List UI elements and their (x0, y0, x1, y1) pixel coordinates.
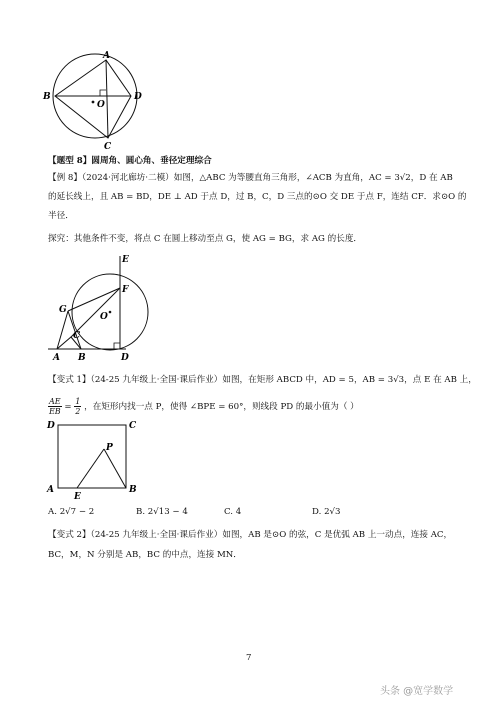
example-8-line-3: 半径． (48, 211, 74, 221)
section-heading (48, 155, 212, 167)
variant-2-line-2: BC，M，N 分别是 AB，BC 的中点，连接 MN． (48, 550, 242, 560)
label-b: B (129, 485, 137, 495)
segment-gb (68, 311, 81, 349)
right-angle-mark-d (114, 343, 120, 349)
option-a-text: 2√7 − 2 (59, 507, 95, 517)
label-c: C (73, 331, 81, 341)
label-c: C (129, 421, 137, 431)
fraction-denominator: EB (48, 407, 61, 416)
center-dot (109, 311, 112, 314)
label-c: C (104, 142, 112, 150)
figure-3-rectangle (44, 418, 144, 500)
label-p: P (106, 443, 113, 453)
example-8-line-1: 【例 8】（2024·河北廊坊·二模）如图，△ABC 为等腰直角三角形，∠ACB 为直角，AC = 3√2，D 在 AB (48, 173, 453, 183)
label-f: F (122, 285, 129, 295)
segment-gf (68, 288, 120, 311)
label-a: A (47, 485, 54, 495)
figure-2-circle-triangle (44, 252, 154, 364)
segment-cf (71, 288, 120, 337)
label-a: A (103, 51, 110, 61)
fraction-value-denominator: 2 (75, 407, 81, 416)
variant-1-line-2 (48, 397, 359, 416)
label-a: A (53, 353, 60, 363)
right-angle-mark (100, 90, 106, 96)
heading-bracket: 【题型 8】 (48, 156, 92, 166)
fraction-one-half (74, 397, 81, 416)
variant-1-line-1: 【变式 1】（24-25 九年级上·全国·课后作业）如图，在矩形 ABCD 中，AD = 5，AB = 3√3，点 E 在 AB 上， (48, 375, 477, 385)
option-b-text: 2√13 − 4 (147, 507, 188, 517)
heading-title: 圆周角、圆心角、垂径定理综合 (91, 156, 212, 166)
fraction-equals: = (64, 402, 75, 412)
option-d-text: 2√3 (324, 507, 341, 517)
option-a (48, 506, 94, 518)
label-b: B (43, 92, 51, 102)
watermark: 头条 @宽学数学 (380, 686, 454, 697)
option-c (224, 506, 241, 518)
segment-ag (57, 311, 68, 349)
label-d: D (134, 92, 142, 102)
fraction-value-numerator: 1 (75, 397, 81, 406)
example-8-explore: 探究：其他条件不变，将点 C 在圆上移动至点 G，使 AG = BG，求 AG 的长度． (48, 234, 363, 244)
segment-ac (106, 60, 108, 138)
variant-2-line-1: 【变式 2】（24-25 九年级上·全国·课后作业）如图，AB 是⊙O 的弦，C 是优弧 AB 上一动点，连接 AC， (48, 530, 453, 540)
label-d: D (121, 353, 129, 363)
option-b-key: B. (136, 507, 146, 517)
option-a-key: A. (48, 507, 57, 517)
segment-pb (104, 449, 126, 488)
option-d (312, 506, 340, 518)
center-dot (92, 101, 95, 104)
label-b: B (78, 353, 86, 363)
option-d-key: D. (312, 507, 322, 517)
figure-1-circle-quadrilateral (40, 50, 150, 150)
label-e: E (74, 492, 81, 500)
page-number: 7 (246, 653, 252, 663)
option-c-key: C. (224, 507, 234, 517)
option-c-text: 4 (235, 507, 242, 517)
option-b (136, 506, 188, 518)
variant-1-line-2-rest: ，在矩形内找一点 P，使得 ∠BPE = 60°，则线段 PD 的最小值为（ ） (84, 402, 359, 412)
segment-ep (77, 449, 104, 488)
label-e: E (122, 255, 129, 265)
rectangle-abcd (58, 425, 126, 488)
example-8-line-2: 的延长线上，且 AB = BD，DE ⊥ AD 于点 D，过 B，C，D 三点的⊙O 交 DE 于点 F，连结 CF．求⊙O 的 (48, 192, 467, 202)
fraction-numerator: AE (49, 397, 61, 406)
label-d: D (47, 421, 55, 431)
label-o: O (97, 100, 105, 110)
label-o: O (100, 312, 108, 322)
fraction-ae-eb (48, 397, 62, 416)
label-g: G (59, 305, 67, 315)
